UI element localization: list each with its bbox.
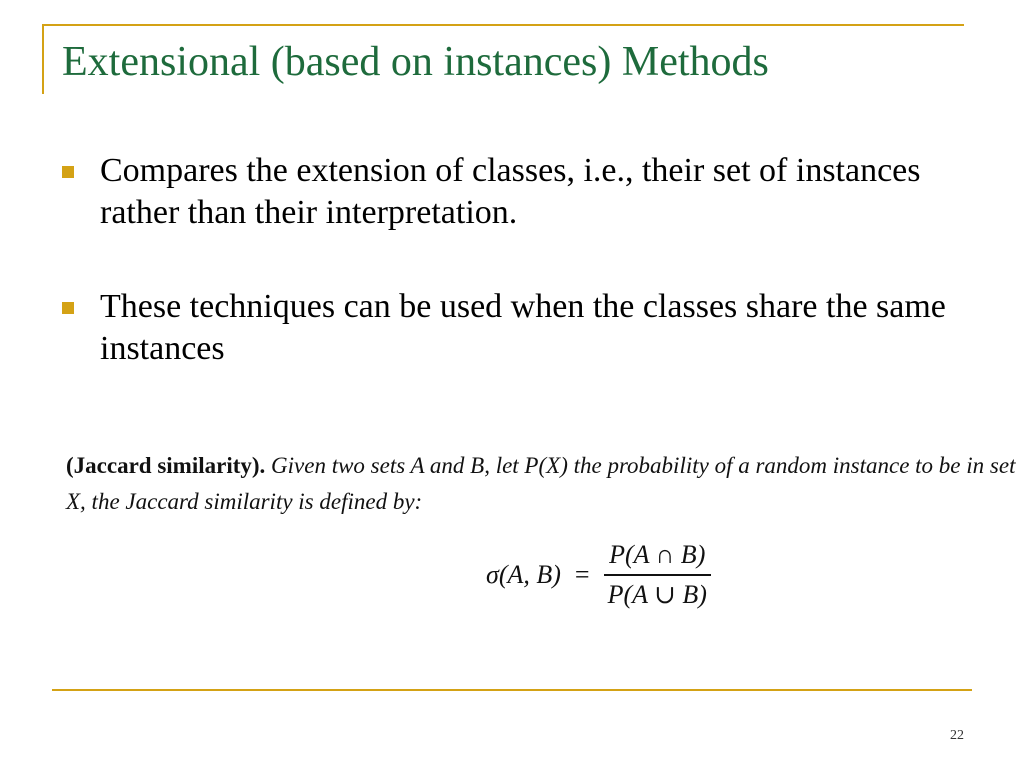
bullet-text: Compares the extension of classes, i.e., their set of instances rather than their interpretation. xyxy=(100,152,921,231)
formula-fraction xyxy=(604,538,711,612)
fraction-denominator: P(A ∪ B) xyxy=(607,580,707,609)
jaccard-definition xyxy=(66,448,1016,520)
bullet-list xyxy=(62,150,962,422)
footer-rule xyxy=(52,689,972,691)
formula-lhs: σ(A, B) xyxy=(486,560,561,589)
slide-title: Extensional (based on instances) Methods xyxy=(62,39,769,85)
frame-top-rule xyxy=(42,24,964,26)
bullet-item xyxy=(62,286,962,370)
square-bullet-icon xyxy=(62,166,74,178)
fraction-numerator: P(A ∩ B) xyxy=(609,540,706,569)
bullet-item xyxy=(62,150,962,234)
page-number: 22 xyxy=(950,728,964,743)
definition-term: (Jaccard similarity). xyxy=(66,453,266,478)
definition-body: Given two sets A and B, let P(X) the probability of a random instance to be in set X, the Jaccard similarity is defined by: xyxy=(66,453,1016,514)
formula-equals: = xyxy=(574,560,590,589)
jaccard-formula xyxy=(486,538,711,612)
square-bullet-icon xyxy=(62,302,74,314)
bullet-text: These techniques can be used when the classes share the same instances xyxy=(100,288,946,367)
fraction-bar xyxy=(604,574,711,576)
frame-left-rule xyxy=(42,24,44,94)
